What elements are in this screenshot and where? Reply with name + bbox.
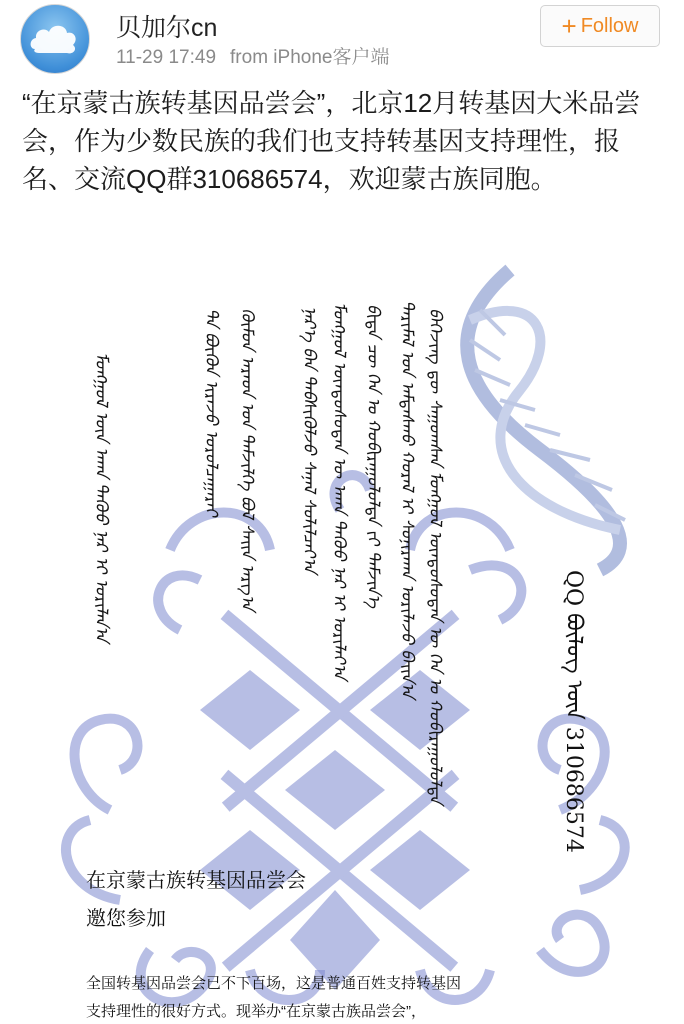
post-source[interactable]: from iPhone客户端 — [230, 47, 390, 68]
follow-label: Follow — [580, 14, 639, 37]
poster-body-line: 支持理性的很好方式。现举办“在京蒙古族品尝会”， — [86, 1003, 426, 1020]
plus-icon: + — [561, 11, 577, 41]
timestamp: 11-29 17:49 — [116, 47, 217, 68]
poster-title: 在京蒙古族转基因品尝会 — [86, 870, 306, 892]
mongolian-text-column: ᠨᠡᠷ᠎ᠡ ᠪᠡᠨ ᠳᠡᠪᠰᠢᠭᠦᠯᠵᠦ ᠰᠠᠨᠠᠯ ᠰᠣᠯᠢᠯᠴᠠᠶ᠎ᠠ — [299, 306, 319, 573]
poster-invite: 邀您参加 — [86, 908, 166, 930]
mongolian-text-column: ᠪᠡᠭᠡᠵᠢᠩ ᠳᠦ ᠰᠠᠭᠤᠭᠰᠠᠨ ᠮᠣᠩᠭᠣᠯ ᠦᠨᠳᠦᠰᠦᠲᠡᠨ ᠦ ᠭᠡᠨ ᠤ ᠬᠤᠪᠢᠷᠠᠭᠤᠯᠤᠯᠲᠠ — [425, 308, 445, 804]
post-meta — [116, 42, 389, 69]
mongolian-text-column: ᠪᠢᠳᠡ ᠴᠦ ᠭᠡᠨ ᠤ ᠬᠤᠪᠢᠷᠠᠭᠤᠯᠤᠯᠲᠠ ᠵᠢ ᠳᠡᠮᠵᠢᠨ᠎ᠡ — [363, 304, 383, 608]
qq-group-column: QQ ᠪᠦᠯᠦᠭ ᠦᠨ 310686574 — [561, 570, 586, 853]
post-text: “在京蒙古族转基因品尝会”，北京12月转基因大米品尝会，作为少数民族的我们也支持转基因支持理性，报名、交流QQ群310686574，欢迎蒙古族同胞。 — [22, 88, 641, 194]
username[interactable]: 贝加尔cn — [116, 14, 218, 42]
mongolian-text-column: ᠲᠠᠷᠢᠮᠠᠯ ᠤᠨ ᠠᠮᠲᠠᠰᠬᠤ ᠬᠤᠷᠠᠯ ᠢ ᠰᠣᠨᠢᠷᠬᠠᠨ ᠤᠷᠢᠯᠠᠵᠤ ᠪᠠᠢᠨ᠎ᠠ — [397, 300, 417, 698]
poster-body-line: 全国转基因品尝会已不下百场，这是普通百姓支持转基因 — [86, 975, 462, 992]
mongolian-text-column: ᠬᠦᠮᠦᠨ ᠠᠷᠠᠳ ᠤᠨ ᠳᠡᠮᠵᠢᠯᠭᠡ ᠪᠣᠯ ᠰᠠᠢᠨ ᠠᠷᠭ᠎ᠠ — [237, 308, 257, 611]
follow-button[interactable] — [540, 5, 660, 47]
post-image-poster[interactable] — [0, 250, 684, 1024]
mongolian-text-column: ᠮᠣᠩᠭᠣᠯ ᠦᠨᠳᠦᠰᠦᠲᠡᠨ ᠦ ᠠᠬᠠ ᠳᠡᠭᠦᠦ ᠨᠠᠷ ᠢ ᠤᠷᠢᠯᠠᠶ᠎ᠠ — [329, 302, 349, 680]
mongolian-text-column: ᠮᠣᠩᠭᠣᠯ ᠦᠨ ᠠᠬᠠ ᠳᠡᠭᠦᠦ ᠨᠠᠷ ᠢ ᠤᠷᠢᠯᠠᠨ᠎ᠠ — [91, 352, 111, 642]
mongolian-text-column: ᠲᠠ ᠪᠦᠬᠦᠨ ᠢᠷᠡᠵᠦ ᠣᠷᠣᠯᠴᠠᠭᠠᠷᠠᠢ — [201, 308, 221, 517]
cloud-avatar-icon — [21, 5, 89, 73]
post-header — [0, 0, 684, 72]
user-avatar[interactable] — [20, 4, 90, 74]
